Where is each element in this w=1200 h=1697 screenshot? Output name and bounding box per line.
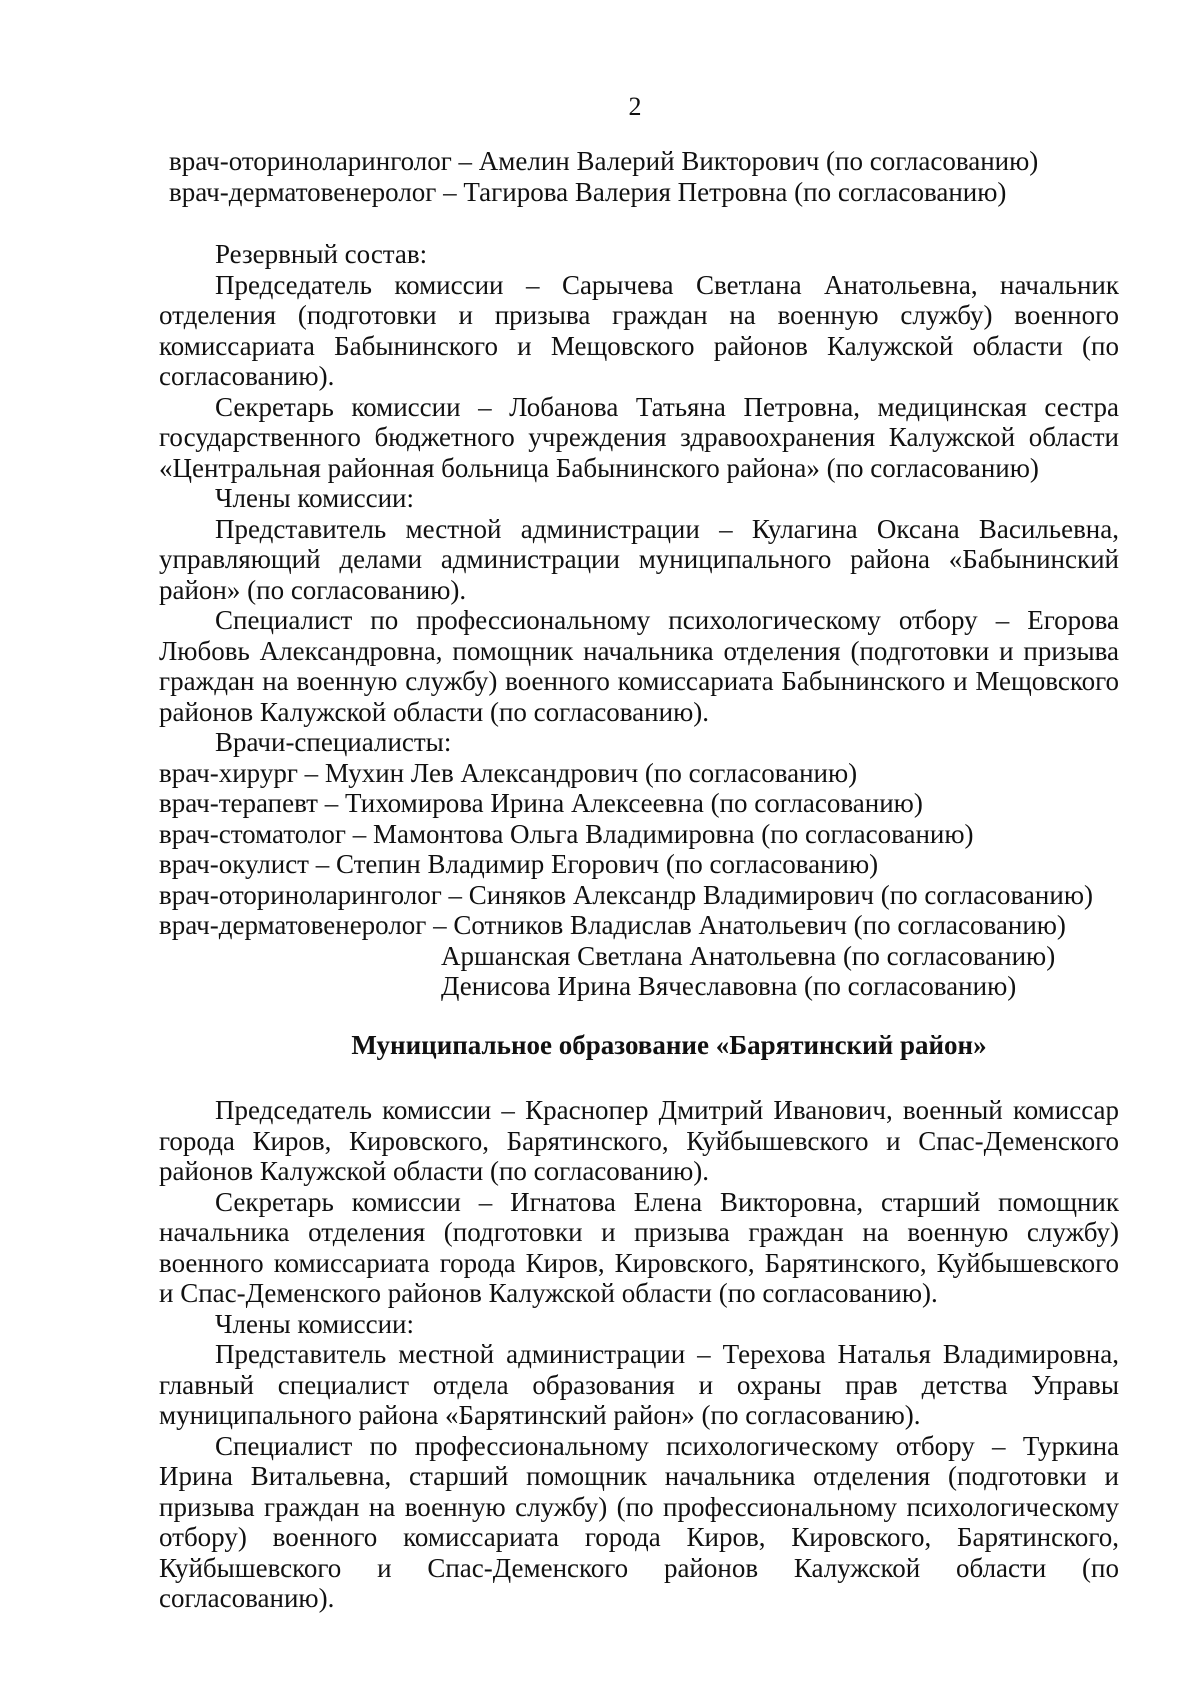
reserve-members-label: Члены комиссии:: [215, 483, 414, 513]
doctor-line: врач-дерматовенеролог – Тагирова Валерия Петровна (по согласованию): [169, 176, 1007, 207]
section-members-label: Члены комиссии:: [215, 1308, 414, 1339]
reserve-local-admin: Представитель местной администрации – Кулагина Оксана Васильевна, управляющий делами администрации муниципального района «Бабынинский район» (по согласованию).: [159, 513, 1119, 605]
doctor-line: врач-терапевт – Тихомирова Ирина Алексеевна (по согласованию): [159, 788, 923, 818]
reserve-doctors-list: [159, 758, 1119, 1002]
doctor-extra-name: Денисова Ирина Вячеславовна (по согласованию): [441, 971, 1017, 1001]
section-chairman: Председатель комиссии – Краснопер Дмитрий Иванович, военный комиссар города Киров, Кировского, Барятинского, Куйбышевского и Спас-Деменского районов Калужской области (по согласованию).: [159, 1095, 1119, 1186]
reserve-chairman: Председатель комиссии – Сарычева Светлана Анатольевна, начальник отделения (подготовки и призыва граждан на военную службу) военного комиссариата Бабынинского и Мещовского районов Калужской области (по согласованию).: [159, 269, 1119, 391]
doctor-line: врач-оториноларинголог – Синяков Александр Владимирович (по согласованию): [159, 879, 1093, 910]
reserve-title: Резервный состав:: [215, 239, 428, 269]
document-body: [159, 146, 1119, 1614]
reserve-doctors-label: Врачи-специалисты:: [215, 727, 452, 757]
doctor-line: врач-оториноларинголог – Амелин Валерий Викторович (по согласованию): [169, 146, 1039, 176]
spacer: [159, 207, 1119, 239]
section-secretary: Секретарь комиссии – Игнатова Елена Викторовна, старший помощник начальника отделения (подготовки и призыва граждан на военную службу) военного комиссариата города Киров, Кировского, Барятинского, Куйбышевского и Спас-Деменского районов Калужской области (по согласованию).: [159, 1186, 1119, 1308]
doctor-line: врач-дерматовенеролог – Сотников Владислав Анатольевич (по согласованию): [159, 910, 1066, 940]
reserve-secretary: Секретарь комиссии – Лобанова Татьяна Петровна, медицинская сестра государственного бюджетного учреждения здравоохранения Калужской области «Центральная районная больница Бабынинского района» (по согласованию): [159, 391, 1119, 483]
section-heading: Муниципальное образование «Барятинский район»: [351, 1029, 987, 1060]
doctor-line: врач-хирург – Мухин Лев Александрович (по согласованию): [159, 757, 858, 788]
section-psych-specialist: Специалист по профессиональному психологическому отбору – Туркина Ирина Витальевна, старший помощник начальника отделения (подготовки и призыва граждан на военную службу) (по профессиональному психологическому отбору) военного комиссариата города Киров, Кировского, Барятинского, Куйбышевского и Спас-Деменского районов Калужской области (по согласованию).: [159, 1430, 1119, 1613]
doctor-line: врач-стоматолог – Мамонтова Ольга Владимировна (по согласованию): [159, 818, 974, 849]
section-local-admin: Представитель местной администрации – Терехова Наталья Владимировна, главный специалист отдела образования и охраны прав детства Управы муниципального района «Барятинский район» (по согласованию).: [159, 1339, 1119, 1430]
page-number: 2: [628, 92, 642, 121]
reserve-psych-specialist: Специалист по профессиональному психологическому отбору – Егорова Любовь Александровна, помощник начальника отделения (подготовки и призыва граждан на военную службу) военного комиссариата Бабынинского и Мещовского районов Калужской области (по согласованию).: [159, 605, 1119, 727]
doctor-line: врач-окулист – Степин Владимир Егорович (по согласованию): [159, 849, 879, 879]
doctor-extra-name: Аршанская Светлана Анатольевна (по согласованию): [441, 940, 1056, 971]
